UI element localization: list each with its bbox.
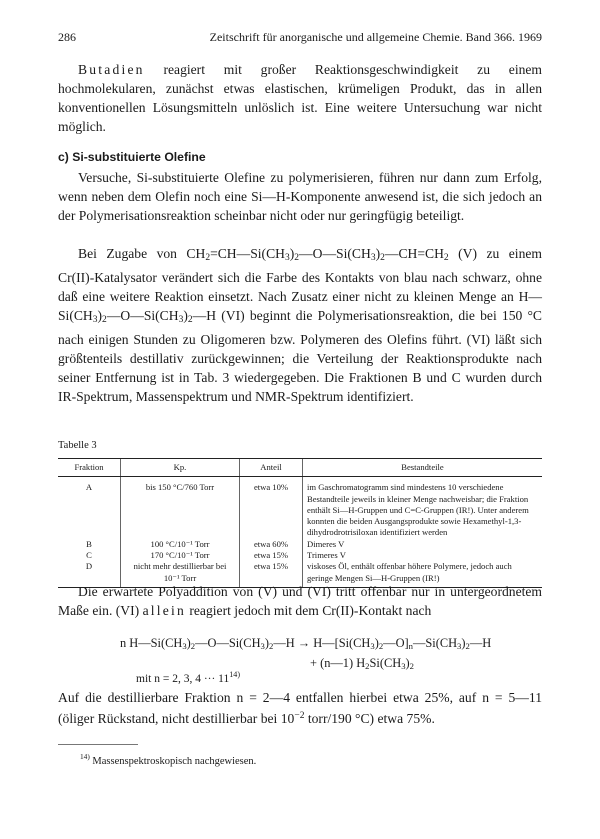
- text-run: torr/190 °C) etwa 75%.: [304, 711, 435, 726]
- text-run: —O—Si(CH: [299, 246, 371, 261]
- column-header-anteil: Anteil: [240, 459, 303, 477]
- footnote-mark: 14): [80, 752, 90, 761]
- subscript: 2: [294, 253, 300, 263]
- eq-run: + (n—1) H: [310, 656, 366, 670]
- cell-bestandteile: im Gaschromatogramm sind mindestens 10 verschiedene Bestandteile jeweils in kleiner Menge nachweisbar; die Fraktion enthält Si—H-Gruppen und C=C-Gruppen (IR!). Unter anderem konnten die beiden Ausgangsprodukte sowie Hexamethyl-1,3-dihydrodrotrisiloxan identifiziert werden: [303, 477, 543, 539]
- column-header-fraktion: Fraktion: [58, 459, 121, 477]
- table-row: [58, 477, 542, 539]
- text-run: —CH=CH: [384, 246, 444, 261]
- cell-bestandteile: viskoses Öl, enthält offenbar höhere Polymere, jedoch auch geringe Mengen Si—H-Gruppen (IR!): [303, 561, 543, 587]
- paragraph-versuche: Versuche, Si-substituierte Olefine zu polymerisieren, führen nur dann zum Erfolg, wenn neben dem Olefin noch eine Si—H-Komponente anwesend ist, die sich jedoch an der Polymerisationsreaktion scheinbar nicht oder nur geringfügig beteiligt.: [58, 170, 542, 223]
- running-title: Zeitschrift für anorganische und allgemeine Chemie. Band 366. 1969: [209, 30, 542, 44]
- cell-anteil: etwa 15%: [240, 550, 303, 561]
- table-caption: Tabelle 3: [58, 440, 97, 451]
- table-header-row: [58, 459, 542, 477]
- paragraph-butadien: [58, 60, 542, 136]
- cell-fraktion: A: [85, 482, 93, 493]
- text-run: ): [183, 308, 188, 323]
- subscript: 2: [380, 253, 385, 263]
- cell-kp: nicht mehr destillierbar bei 10⁻¹ Torr: [121, 561, 240, 587]
- column-header-bestandteile: Bestandteile: [303, 459, 543, 477]
- paragraph-polyaddition: [58, 582, 542, 620]
- subscript: 3: [182, 641, 187, 651]
- subscript: 3: [457, 641, 462, 651]
- subscript: 3: [401, 661, 406, 671]
- footnote-divider: [58, 744, 138, 745]
- subscript: 2: [465, 641, 470, 651]
- subscript: n: [408, 641, 413, 651]
- subscript: 3: [260, 641, 265, 651]
- eq-run: —O]: [383, 636, 409, 650]
- page-number: 286: [58, 30, 76, 44]
- paragraph-zugabe: [58, 244, 542, 406]
- text-run: Auf die destillierbare Fraktion n = 2—4 entfallen hierbei etwa 25%, auf n = 5—11 (öliger Rückstand, nicht destillierbar bei 10: [58, 690, 542, 726]
- text-run: —O—Si(CH: [106, 308, 179, 323]
- eq-run: —O—Si(CH: [195, 636, 261, 650]
- cell-anteil: etwa 15%: [240, 561, 303, 587]
- subscript: 2: [443, 253, 449, 263]
- subscript: 3: [92, 315, 98, 325]
- text-run: ): [289, 246, 295, 261]
- table-3: [58, 458, 542, 588]
- reaction-equation-line-1: [120, 636, 491, 651]
- cell-kp: 170 °C/10⁻¹ Torr: [121, 550, 240, 561]
- footnote: [80, 752, 256, 767]
- subscript: 2: [378, 641, 384, 651]
- text-run: reagiert jedoch mit dem Cr(II)-Kontakt nach: [185, 603, 432, 618]
- table-row: [58, 539, 542, 550]
- spaced-word: allein: [142, 603, 186, 618]
- subscript: 2: [365, 661, 370, 671]
- cell-fraktion: B: [86, 538, 92, 549]
- column-header-kp: Kp.: [121, 459, 240, 477]
- subscript: 3: [178, 315, 184, 325]
- eq-run: —H → H—[Si(CH: [273, 636, 371, 650]
- text-run: Bei Zugabe von CH: [78, 246, 206, 261]
- page-header: [58, 30, 542, 46]
- table-row: [58, 550, 542, 561]
- footnote-reference: 14): [229, 670, 240, 679]
- subscript: 3: [370, 641, 375, 651]
- eq-run: ): [186, 636, 191, 650]
- text-run: ): [375, 246, 381, 261]
- cell-fraktion: C: [86, 550, 92, 561]
- subscript: 2: [268, 641, 274, 651]
- eq-run: mit n = 2, 3, 4 ··· 11: [136, 673, 230, 685]
- eq-run: ): [405, 656, 410, 670]
- eq-run: Si(CH: [369, 656, 402, 670]
- subscript: 2: [205, 253, 211, 263]
- cell-bestandteile: Trimeres V: [303, 550, 543, 561]
- cell-kp: bis 150 °C/760 Torr: [121, 477, 240, 539]
- paragraph-fraktion: [58, 688, 542, 728]
- cell-kp: 100 °C/10⁻¹ Torr: [121, 539, 240, 550]
- cell-anteil: etwa 60%: [240, 539, 303, 550]
- equation-condition: [136, 670, 240, 685]
- cell-bestandteile: Dimeres V: [303, 539, 543, 550]
- text-run: =CH—Si(CH: [210, 246, 285, 261]
- cell-anteil: etwa 10%: [240, 477, 303, 539]
- subscript: 2: [187, 315, 193, 325]
- eq-run: —Si(CH: [412, 636, 458, 650]
- subscript: 3: [370, 253, 376, 263]
- reaction-equation-line-2: [310, 656, 414, 671]
- footnote-text: Massenspektroskopisch nachgewiesen.: [89, 756, 257, 767]
- paragraph-text: reagiert mit großer Reaktionsgeschwindigkeit zu einem hochmolekularen, zunächst etwas elastischen, krümeligen Produkt, das in allen konventionellen Lösungsmitteln unlöslich ist. Eine weitere Untersuchung war nicht möglich.: [58, 62, 542, 134]
- subscript: 2: [409, 661, 414, 671]
- text-run: ): [97, 308, 103, 323]
- eq-run: ): [264, 636, 269, 650]
- eq-run: n H—Si(CH: [120, 636, 183, 650]
- subscript: 3: [284, 253, 290, 263]
- lead-word: Butadien: [78, 62, 145, 77]
- text-run: —H (VI) beginnt die Polymerisationsreaktion, die bei 150 °C nach einigen Stunden zu Oligomeren bzw. Polymeren des Olefins führt. (VI) läßt sich größtenteils destillativ zurückgewinnen; die Verteilung der Reaktionsprodukte nach seiner Entfernung ist in Tab. 3 wiedergegeben. Die Fraktionen B und C wurden durch IR-Spektrum, Massenspektrum und NMR-Spektrum identifiziert.: [58, 308, 542, 404]
- cell-fraktion: D: [58, 561, 121, 587]
- eq-run: ): [374, 636, 379, 650]
- text-run: (V) zu einem Cr(II)-Katalysator verändert sich die Farbe des Kontakts von blau nach schwarz, ohne daß eine weitere Reaktion einsetzt. Nach Zusatz einer nicht zu kleinen Menge an H—Si(CH: [58, 246, 542, 323]
- text-run: Die erwartete Polyaddition von (V) und (VI) tritt offenbar nur in untergeordnetem Maße ein. (VI): [58, 584, 542, 618]
- section-heading: c) Si-substituierte Olefine: [58, 150, 206, 164]
- subscript: 2: [102, 315, 107, 325]
- superscript: −2: [294, 711, 305, 721]
- subscript: 2: [190, 641, 196, 651]
- eq-run: —H: [469, 636, 492, 650]
- eq-run: ): [461, 636, 466, 650]
